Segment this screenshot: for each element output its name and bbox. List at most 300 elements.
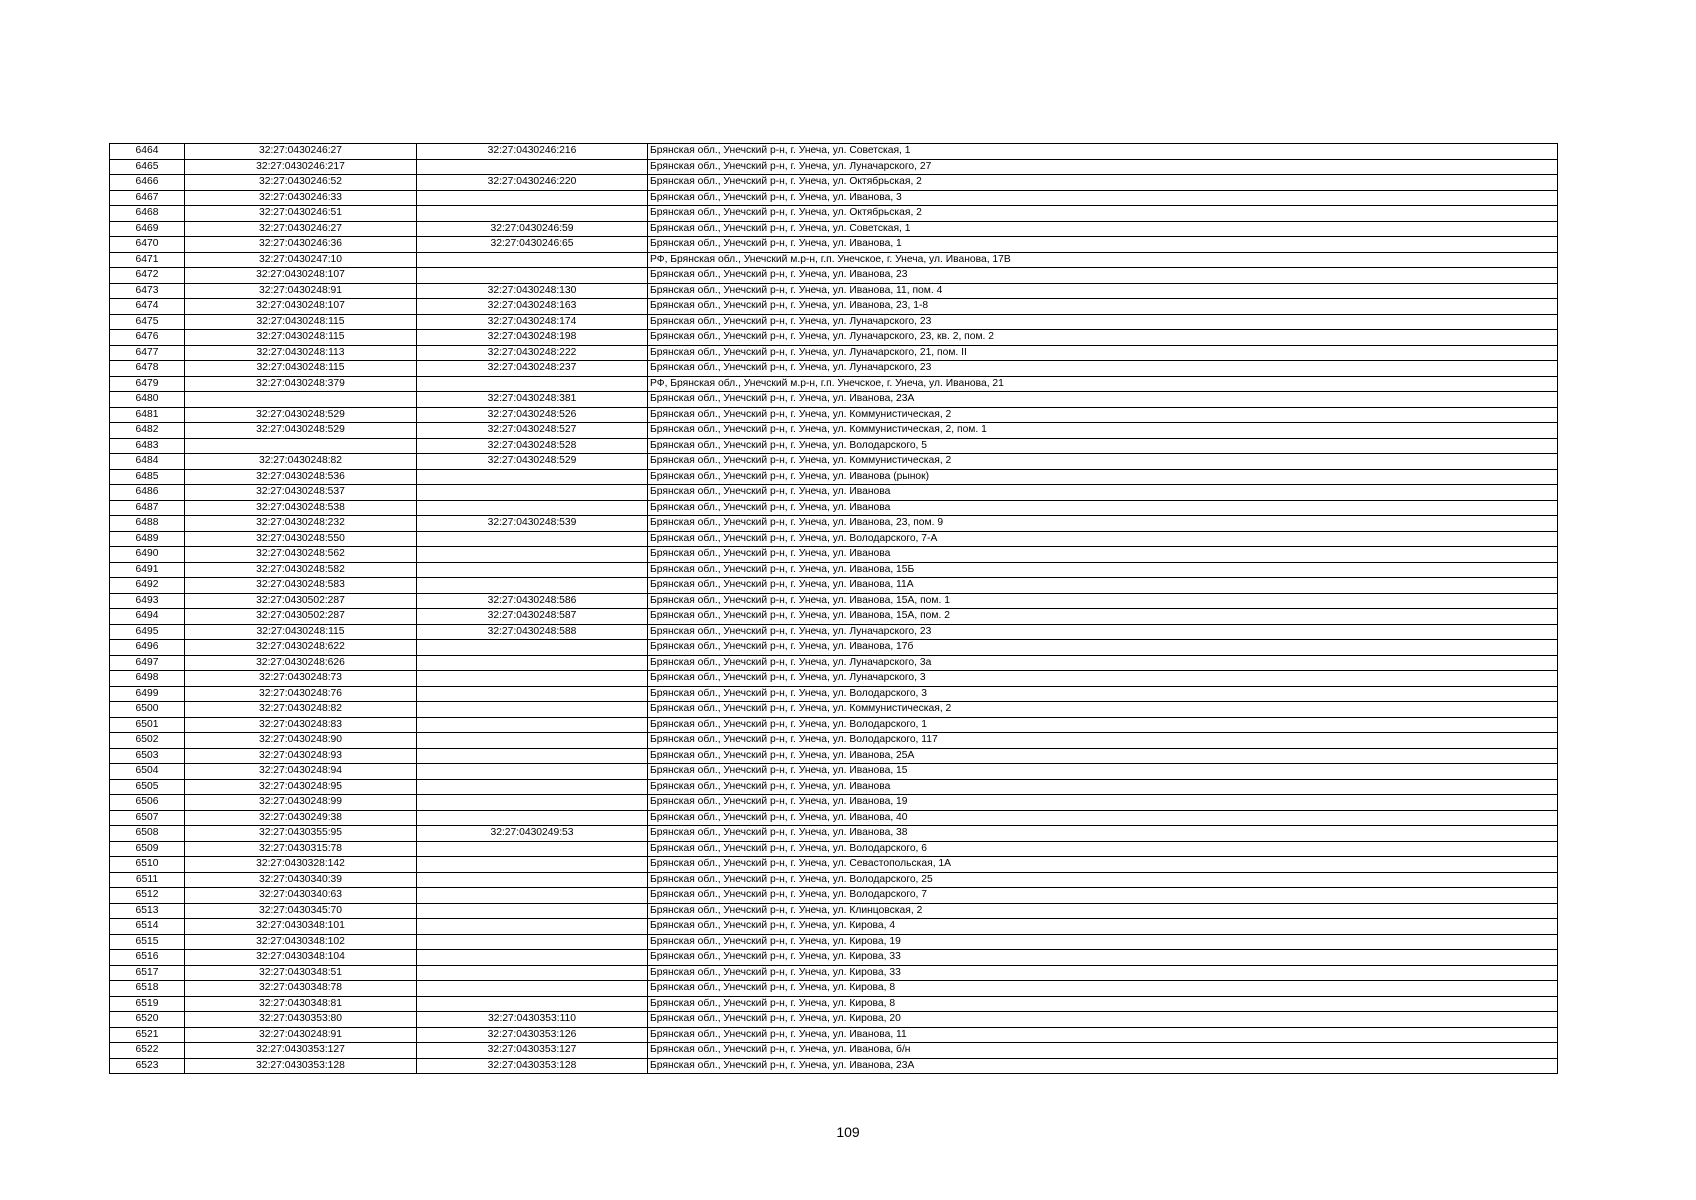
table-row [110, 996, 1558, 1012]
cadastral-number-cell: 32:27:0430246:52 [185, 175, 417, 191]
table-row [110, 872, 1558, 888]
related-cadastral-number-cell: 32:27:0430246:216 [417, 144, 648, 160]
row-number-cell: 6491 [110, 562, 185, 578]
cadastral-number-cell: 32:27:0430248:538 [185, 500, 417, 516]
cadastral-number-cell: 32:27:0430328:142 [185, 857, 417, 873]
related-cadastral-number-cell: 32:27:0430353:128 [417, 1058, 648, 1074]
property-table-body [110, 144, 1558, 1074]
address-cell: Брянская обл., Унечский р-н, г. Унеча, ул. Иванова, 17б [648, 640, 1558, 656]
table-row [110, 919, 1558, 935]
address-cell: Брянская обл., Унечский р-н, г. Унеча, ул. Коммунистическая, 2 [648, 407, 1558, 423]
related-cadastral-number-cell [417, 702, 648, 718]
cadastral-number-cell: 32:27:0430246:51 [185, 206, 417, 222]
table-row [110, 888, 1558, 904]
address-cell: Брянская обл., Унечский р-н, г. Унеча, ул. Кирова, 33 [648, 965, 1558, 981]
address-cell: Брянская обл., Унечский р-н, г. Унеча, ул. Луначарского, 23, кв. 2, пом. 2 [648, 330, 1558, 346]
address-cell: Брянская обл., Унечский р-н, г. Унеча, ул. Кирова, 8 [648, 981, 1558, 997]
related-cadastral-number-cell: 32:27:0430248:237 [417, 361, 648, 377]
cadastral-number-cell: 32:27:0430355:95 [185, 826, 417, 842]
table-row [110, 330, 1558, 346]
table-row [110, 950, 1558, 966]
cadastral-number-cell: 32:27:0430248:91 [185, 1027, 417, 1043]
related-cadastral-number-cell [417, 686, 648, 702]
related-cadastral-number-cell [417, 531, 648, 547]
address-cell: Брянская обл., Унечский р-н, г. Унеча, ул. Кирова, 4 [648, 919, 1558, 935]
cadastral-number-cell: 32:27:0430246:27 [185, 144, 417, 160]
table-row [110, 1058, 1558, 1074]
address-cell: Брянская обл., Унечский р-н, г. Унеча, ул. Иванова, 11 [648, 1027, 1558, 1043]
table-row [110, 748, 1558, 764]
related-cadastral-number-cell [417, 965, 648, 981]
cadastral-number-cell: 32:27:0430248:93 [185, 748, 417, 764]
row-number-cell: 6464 [110, 144, 185, 160]
table-row [110, 237, 1558, 253]
row-number-cell: 6506 [110, 795, 185, 811]
related-cadastral-number-cell: 32:27:0430248:222 [417, 345, 648, 361]
table-row [110, 144, 1558, 160]
address-cell: Брянская обл., Унечский р-н, г. Унеча, ул. Советская, 1 [648, 144, 1558, 160]
row-number-cell: 6504 [110, 764, 185, 780]
table-row [110, 562, 1558, 578]
cadastral-number-cell: 32:27:0430340:63 [185, 888, 417, 904]
table-row [110, 903, 1558, 919]
row-number-cell: 6480 [110, 392, 185, 408]
table-row [110, 361, 1558, 377]
table-row [110, 717, 1558, 733]
related-cadastral-number-cell: 32:27:0430248:539 [417, 516, 648, 532]
table-row [110, 609, 1558, 625]
cadastral-number-cell: 32:27:0430246:217 [185, 159, 417, 175]
related-cadastral-number-cell [417, 268, 648, 284]
cadastral-number-cell: 32:27:0430248:626 [185, 655, 417, 671]
address-cell: Брянская обл., Унечский р-н, г. Унеча, ул. Октябрьская, 2 [648, 206, 1558, 222]
related-cadastral-number-cell [417, 779, 648, 795]
related-cadastral-number-cell: 32:27:0430249:53 [417, 826, 648, 842]
table-row [110, 934, 1558, 950]
table-row [110, 268, 1558, 284]
cadastral-number-cell: 32:27:0430248:91 [185, 283, 417, 299]
row-number-cell: 6499 [110, 686, 185, 702]
cadastral-number-cell: 32:27:0430248:76 [185, 686, 417, 702]
related-cadastral-number-cell [417, 640, 648, 656]
cadastral-number-cell: 32:27:0430248:82 [185, 702, 417, 718]
related-cadastral-number-cell [417, 981, 648, 997]
cadastral-number-cell: 32:27:0430248:550 [185, 531, 417, 547]
related-cadastral-number-cell [417, 903, 648, 919]
related-cadastral-number-cell: 32:27:0430248:130 [417, 283, 648, 299]
row-number-cell: 6471 [110, 252, 185, 268]
cadastral-number-cell: 32:27:0430248:107 [185, 268, 417, 284]
related-cadastral-number-cell [417, 159, 648, 175]
row-number-cell: 6507 [110, 810, 185, 826]
related-cadastral-number-cell: 32:27:0430248:527 [417, 423, 648, 439]
cadastral-number-cell: 32:27:0430248:115 [185, 330, 417, 346]
address-cell: РФ, Брянская обл., Унечский м.р-н, г.п. Унечское, г. Унеча, ул. Иванова, 17В [648, 252, 1558, 268]
related-cadastral-number-cell [417, 485, 648, 501]
table-row [110, 299, 1558, 315]
related-cadastral-number-cell [417, 655, 648, 671]
address-cell: Брянская обл., Унечский р-н, г. Унеча, ул. Луначарского, 3 [648, 671, 1558, 687]
row-number-cell: 6493 [110, 593, 185, 609]
table-row [110, 965, 1558, 981]
table-row [110, 826, 1558, 842]
address-cell: Брянская обл., Унечский р-н, г. Унеча, ул. Иванова [648, 547, 1558, 563]
row-number-cell: 6515 [110, 934, 185, 950]
address-cell: Брянская обл., Унечский р-н, г. Унеча, ул. Октябрьская, 2 [648, 175, 1558, 191]
cadastral-number-cell: 32:27:0430340:39 [185, 872, 417, 888]
cadastral-number-cell: 32:27:0430248:107 [185, 299, 417, 315]
cadastral-number-cell: 32:27:0430248:99 [185, 795, 417, 811]
address-cell: РФ, Брянская обл., Унечский м.р-н, г.п. Унечское, г. Унеча, ул. Иванова, 21 [648, 376, 1558, 392]
address-cell: Брянская обл., Унечский р-н, г. Унеча, ул. Иванова, 23, 1-8 [648, 299, 1558, 315]
related-cadastral-number-cell [417, 795, 648, 811]
address-cell: Брянская обл., Унечский р-н, г. Унеча, ул. Володарского, 1 [648, 717, 1558, 733]
table-row [110, 764, 1558, 780]
row-number-cell: 6477 [110, 345, 185, 361]
cadastral-number-cell: 32:27:0430248:562 [185, 547, 417, 563]
related-cadastral-number-cell [417, 562, 648, 578]
address-cell: Брянская обл., Унечский р-н, г. Унеча, ул. Иванова, 19 [648, 795, 1558, 811]
row-number-cell: 6467 [110, 190, 185, 206]
table-row [110, 686, 1558, 702]
cadastral-number-cell: 32:27:0430502:287 [185, 593, 417, 609]
address-cell: Брянская обл., Унечский р-н, г. Унеча, ул. Иванова [648, 500, 1558, 516]
cadastral-number-cell: 32:27:0430348:102 [185, 934, 417, 950]
row-number-cell: 6479 [110, 376, 185, 392]
row-number-cell: 6500 [110, 702, 185, 718]
related-cadastral-number-cell [417, 547, 648, 563]
table-row [110, 655, 1558, 671]
table-row [110, 159, 1558, 175]
address-cell: Брянская обл., Унечский р-н, г. Унеча, ул. Иванова, 23А [648, 1058, 1558, 1074]
related-cadastral-number-cell [417, 469, 648, 485]
address-cell: Брянская обл., Унечский р-н, г. Унеча, ул. Клинцовская, 2 [648, 903, 1558, 919]
address-cell: Брянская обл., Унечский р-н, г. Унеча, ул. Володарского, 6 [648, 841, 1558, 857]
cadastral-number-cell: 32:27:0430315:78 [185, 841, 417, 857]
cadastral-number-cell: 32:27:0430247:10 [185, 252, 417, 268]
row-number-cell: 6501 [110, 717, 185, 733]
row-number-cell: 6489 [110, 531, 185, 547]
row-number-cell: 6476 [110, 330, 185, 346]
row-number-cell: 6484 [110, 454, 185, 470]
cadastral-number-cell: 32:27:0430248:583 [185, 578, 417, 594]
address-cell: Брянская обл., Унечский р-н, г. Унеча, ул. Иванова, 15Б [648, 562, 1558, 578]
related-cadastral-number-cell [417, 206, 648, 222]
address-cell: Брянская обл., Унечский р-н, г. Унеча, ул. Иванова, 25А [648, 748, 1558, 764]
row-number-cell: 6498 [110, 671, 185, 687]
related-cadastral-number-cell [417, 764, 648, 780]
table-row [110, 516, 1558, 532]
cadastral-number-cell: 32:27:0430248:73 [185, 671, 417, 687]
table-row [110, 810, 1558, 826]
row-number-cell: 6502 [110, 733, 185, 749]
row-number-cell: 6488 [110, 516, 185, 532]
related-cadastral-number-cell [417, 671, 648, 687]
table-row [110, 500, 1558, 516]
table-row [110, 531, 1558, 547]
related-cadastral-number-cell [417, 857, 648, 873]
cadastral-number-cell: 32:27:0430248:115 [185, 314, 417, 330]
row-number-cell: 6494 [110, 609, 185, 625]
table-row [110, 485, 1558, 501]
cadastral-number-cell: 32:27:0430348:78 [185, 981, 417, 997]
row-number-cell: 6509 [110, 841, 185, 857]
row-number-cell: 6495 [110, 624, 185, 640]
table-row [110, 640, 1558, 656]
table-row [110, 857, 1558, 873]
cadastral-number-cell: 32:27:0430248:529 [185, 423, 417, 439]
row-number-cell: 6523 [110, 1058, 185, 1074]
row-number-cell: 6470 [110, 237, 185, 253]
cadastral-number-cell: 32:27:0430246:27 [185, 221, 417, 237]
related-cadastral-number-cell: 32:27:0430248:528 [417, 438, 648, 454]
address-cell: Брянская обл., Унечский р-н, г. Унеча, ул. Советская, 1 [648, 221, 1558, 237]
table-row [110, 547, 1558, 563]
address-cell: Брянская обл., Унечский р-н, г. Унеча, ул. Иванова, 1 [648, 237, 1558, 253]
address-cell: Брянская обл., Унечский р-н, г. Унеча, ул. Иванова [648, 779, 1558, 795]
related-cadastral-number-cell [417, 888, 648, 904]
related-cadastral-number-cell: 32:27:0430353:126 [417, 1027, 648, 1043]
address-cell: Брянская обл., Унечский р-н, г. Унеча, ул. Иванова (рынок) [648, 469, 1558, 485]
address-cell: Брянская обл., Унечский р-н, г. Унеча, ул. Володарского, 5 [648, 438, 1558, 454]
cadastral-number-cell: 32:27:0430248:582 [185, 562, 417, 578]
address-cell: Брянская обл., Унечский р-н, г. Унеча, ул. Коммунистическая, 2 [648, 702, 1558, 718]
table-row [110, 795, 1558, 811]
table-row [110, 423, 1558, 439]
table-row [110, 454, 1558, 470]
cadastral-number-cell: 32:27:0430248:95 [185, 779, 417, 795]
related-cadastral-number-cell: 32:27:0430248:381 [417, 392, 648, 408]
table-row [110, 578, 1558, 594]
address-cell: Брянская обл., Унечский р-н, г. Унеча, ул. Иванова, 23А [648, 392, 1558, 408]
table-row [110, 190, 1558, 206]
address-cell: Брянская обл., Унечский р-н, г. Унеча, ул. Иванова, 3 [648, 190, 1558, 206]
cadastral-number-cell: 32:27:0430248:536 [185, 469, 417, 485]
table-row [110, 206, 1558, 222]
related-cadastral-number-cell [417, 841, 648, 857]
row-number-cell: 6521 [110, 1027, 185, 1043]
address-cell: Брянская обл., Унечский р-н, г. Унеча, ул. Коммунистическая, 2 [648, 454, 1558, 470]
related-cadastral-number-cell [417, 190, 648, 206]
related-cadastral-number-cell: 32:27:0430248:587 [417, 609, 648, 625]
row-number-cell: 6468 [110, 206, 185, 222]
cadastral-number-cell: 32:27:0430248:537 [185, 485, 417, 501]
cadastral-number-cell: 32:27:0430248:113 [185, 345, 417, 361]
cadastral-number-cell: 32:27:0430248:379 [185, 376, 417, 392]
address-cell: Брянская обл., Унечский р-н, г. Унеча, ул. Иванова, 15А, пом. 1 [648, 593, 1558, 609]
address-cell: Брянская обл., Унечский р-н, г. Унеча, ул. Иванова, 23 [648, 268, 1558, 284]
table-row [110, 671, 1558, 687]
address-cell: Брянская обл., Унечский р-н, г. Унеча, ул. Луначарского, 27 [648, 159, 1558, 175]
table-row [110, 376, 1558, 392]
row-number-cell: 6513 [110, 903, 185, 919]
row-number-cell: 6486 [110, 485, 185, 501]
row-number-cell: 6473 [110, 283, 185, 299]
row-number-cell: 6475 [110, 314, 185, 330]
address-cell: Брянская обл., Унечский р-н, г. Унеча, ул. Кирова, 8 [648, 996, 1558, 1012]
address-cell: Брянская обл., Унечский р-н, г. Унеча, ул. Иванова, 15 [648, 764, 1558, 780]
row-number-cell: 6490 [110, 547, 185, 563]
cadastral-number-cell: 32:27:0430348:104 [185, 950, 417, 966]
cadastral-number-cell: 32:27:0430248:529 [185, 407, 417, 423]
row-number-cell: 6481 [110, 407, 185, 423]
related-cadastral-number-cell: 32:27:0430246:65 [417, 237, 648, 253]
table-row [110, 624, 1558, 640]
address-cell: Брянская обл., Унечский р-н, г. Унеча, ул. Володарского, 117 [648, 733, 1558, 749]
table-row [110, 841, 1558, 857]
table-row [110, 438, 1558, 454]
cadastral-number-cell: 32:27:0430248:115 [185, 361, 417, 377]
address-cell: Брянская обл., Унечский р-н, г. Унеча, ул. Кирова, 33 [648, 950, 1558, 966]
row-number-cell: 6505 [110, 779, 185, 795]
cadastral-number-cell: 32:27:0430353:80 [185, 1012, 417, 1028]
address-cell: Брянская обл., Унечский р-н, г. Унеча, ул. Иванова, б/н [648, 1043, 1558, 1059]
table-row [110, 252, 1558, 268]
address-cell: Брянская обл., Унечский р-н, г. Унеча, ул. Володарского, 7-А [648, 531, 1558, 547]
table-row [110, 283, 1558, 299]
row-number-cell: 6517 [110, 965, 185, 981]
cadastral-number-cell: 32:27:0430353:127 [185, 1043, 417, 1059]
related-cadastral-number-cell [417, 919, 648, 935]
table-row [110, 1027, 1558, 1043]
related-cadastral-number-cell: 32:27:0430246:220 [417, 175, 648, 191]
address-cell: Брянская обл., Унечский р-н, г. Унеча, ул. Володарского, 25 [648, 872, 1558, 888]
table-row [110, 175, 1558, 191]
address-cell: Брянская обл., Унечский р-н, г. Унеча, ул. Луначарского, 21, пом. II [648, 345, 1558, 361]
row-number-cell: 6519 [110, 996, 185, 1012]
row-number-cell: 6522 [110, 1043, 185, 1059]
cadastral-number-cell: 32:27:0430248:115 [185, 624, 417, 640]
row-number-cell: 6472 [110, 268, 185, 284]
cadastral-number-cell: 32:27:0430348:51 [185, 965, 417, 981]
related-cadastral-number-cell [417, 748, 648, 764]
cadastral-number-cell: 32:27:0430246:33 [185, 190, 417, 206]
cadastral-number-cell [185, 438, 417, 454]
address-cell: Брянская обл., Унечский р-н, г. Унеча, ул. Луначарского, 3а [648, 655, 1558, 671]
row-number-cell: 6518 [110, 981, 185, 997]
cadastral-number-cell: 32:27:0430248:94 [185, 764, 417, 780]
page-number: 109 [836, 1124, 860, 1140]
cadastral-number-cell: 32:27:0430348:101 [185, 919, 417, 935]
related-cadastral-number-cell [417, 950, 648, 966]
address-cell: Брянская обл., Унечский р-н, г. Унеча, ул. Луначарского, 23 [648, 314, 1558, 330]
cadastral-number-cell: 32:27:0430502:287 [185, 609, 417, 625]
row-number-cell: 6485 [110, 469, 185, 485]
row-number-cell: 6508 [110, 826, 185, 842]
related-cadastral-number-cell: 32:27:0430248:588 [417, 624, 648, 640]
address-cell: Брянская обл., Унечский р-н, г. Унеча, ул. Севастопольская, 1А [648, 857, 1558, 873]
cadastral-number-cell: 32:27:0430348:81 [185, 996, 417, 1012]
related-cadastral-number-cell: 32:27:0430248:198 [417, 330, 648, 346]
related-cadastral-number-cell [417, 872, 648, 888]
row-number-cell: 6474 [110, 299, 185, 315]
cadastral-number-cell: 32:27:0430249:38 [185, 810, 417, 826]
address-cell: Брянская обл., Унечский р-н, г. Унеча, ул. Иванова [648, 485, 1558, 501]
cadastral-number-cell: 32:27:0430248:90 [185, 733, 417, 749]
related-cadastral-number-cell: 32:27:0430248:174 [417, 314, 648, 330]
table-row [110, 221, 1558, 237]
related-cadastral-number-cell: 32:27:0430246:59 [417, 221, 648, 237]
cadastral-number-cell: 32:27:0430248:622 [185, 640, 417, 656]
row-number-cell: 6510 [110, 857, 185, 873]
related-cadastral-number-cell [417, 810, 648, 826]
related-cadastral-number-cell: 32:27:0430248:163 [417, 299, 648, 315]
row-number-cell: 6487 [110, 500, 185, 516]
table-row [110, 469, 1558, 485]
address-cell: Брянская обл., Унечский р-н, г. Унеча, ул. Иванова, 38 [648, 826, 1558, 842]
row-number-cell: 6492 [110, 578, 185, 594]
table-row [110, 1043, 1558, 1059]
address-cell: Брянская обл., Унечский р-н, г. Унеча, ул. Кирова, 20 [648, 1012, 1558, 1028]
related-cadastral-number-cell [417, 500, 648, 516]
related-cadastral-number-cell [417, 376, 648, 392]
cadastral-number-cell: 32:27:0430248:82 [185, 454, 417, 470]
cadastral-number-cell: 32:27:0430248:83 [185, 717, 417, 733]
address-cell: Брянская обл., Унечский р-н, г. Унеча, ул. Иванова, 11, пом. 4 [648, 283, 1558, 299]
table-row [110, 345, 1558, 361]
table-row [110, 407, 1558, 423]
related-cadastral-number-cell [417, 996, 648, 1012]
row-number-cell: 6520 [110, 1012, 185, 1028]
table-row [110, 314, 1558, 330]
row-number-cell: 6465 [110, 159, 185, 175]
related-cadastral-number-cell: 32:27:0430248:586 [417, 593, 648, 609]
row-number-cell: 6497 [110, 655, 185, 671]
address-cell: Брянская обл., Унечский р-н, г. Унеча, ул. Иванова, 15А, пом. 2 [648, 609, 1558, 625]
address-cell: Брянская обл., Унечский р-н, г. Унеча, ул. Луначарского, 23 [648, 361, 1558, 377]
property-table [109, 143, 1558, 1074]
row-number-cell: 6516 [110, 950, 185, 966]
row-number-cell: 6466 [110, 175, 185, 191]
table-row [110, 1012, 1558, 1028]
related-cadastral-number-cell: 32:27:0430248:529 [417, 454, 648, 470]
address-cell: Брянская обл., Унечский р-н, г. Унеча, ул. Луначарского, 23 [648, 624, 1558, 640]
row-number-cell: 6478 [110, 361, 185, 377]
related-cadastral-number-cell [417, 717, 648, 733]
table-row [110, 779, 1558, 795]
table-row [110, 593, 1558, 609]
address-cell: Брянская обл., Унечский р-н, г. Унеча, ул. Иванова, 23, пом. 9 [648, 516, 1558, 532]
cadastral-number-cell [185, 392, 417, 408]
cadastral-number-cell: 32:27:0430353:128 [185, 1058, 417, 1074]
address-cell: Брянская обл., Унечский р-н, г. Унеча, ул. Иванова, 40 [648, 810, 1558, 826]
address-cell: Брянская обл., Унечский р-н, г. Унеча, ул. Иванова, 11А [648, 578, 1558, 594]
related-cadastral-number-cell [417, 934, 648, 950]
related-cadastral-number-cell: 32:27:0430248:526 [417, 407, 648, 423]
table-row [110, 981, 1558, 997]
row-number-cell: 6469 [110, 221, 185, 237]
row-number-cell: 6512 [110, 888, 185, 904]
row-number-cell: 6483 [110, 438, 185, 454]
related-cadastral-number-cell: 32:27:0430353:127 [417, 1043, 648, 1059]
cadastral-number-cell: 32:27:0430345:70 [185, 903, 417, 919]
address-cell: Брянская обл., Унечский р-н, г. Унеча, ул. Володарского, 3 [648, 686, 1558, 702]
related-cadastral-number-cell [417, 733, 648, 749]
row-number-cell: 6482 [110, 423, 185, 439]
cadastral-number-cell: 32:27:0430248:232 [185, 516, 417, 532]
related-cadastral-number-cell [417, 578, 648, 594]
related-cadastral-number-cell [417, 252, 648, 268]
address-cell: Брянская обл., Унечский р-н, г. Унеча, ул. Кирова, 19 [648, 934, 1558, 950]
row-number-cell: 6511 [110, 872, 185, 888]
related-cadastral-number-cell: 32:27:0430353:110 [417, 1012, 648, 1028]
address-cell: Брянская обл., Унечский р-н, г. Унеча, ул. Коммунистическая, 2, пом. 1 [648, 423, 1558, 439]
table-row [110, 702, 1558, 718]
address-cell: Брянская обл., Унечский р-н, г. Унеча, ул. Володарского, 7 [648, 888, 1558, 904]
row-number-cell: 6503 [110, 748, 185, 764]
table-row [110, 392, 1558, 408]
row-number-cell: 6514 [110, 919, 185, 935]
